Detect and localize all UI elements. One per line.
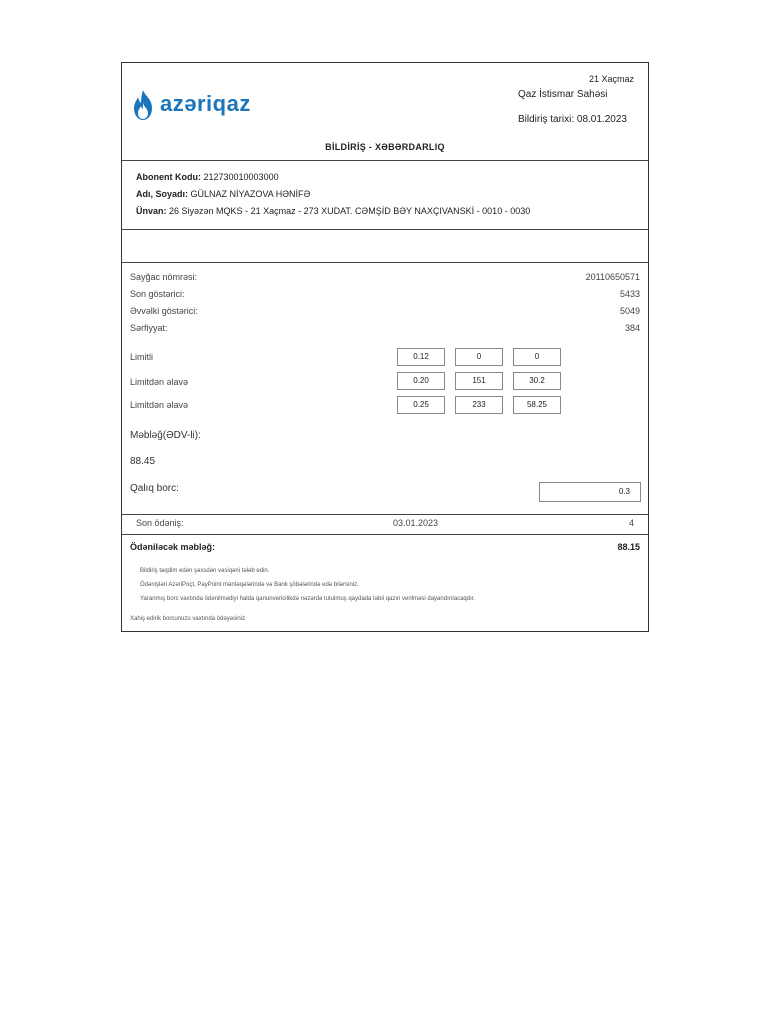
tariff-rate: 0.12 bbox=[397, 348, 445, 366]
divider bbox=[122, 160, 648, 161]
tariff-quantity: 151 bbox=[455, 372, 503, 390]
last-reading-label: Son göstərici: bbox=[130, 289, 185, 299]
tariff-amount: 58.25 bbox=[513, 396, 561, 414]
tariff-amount: 0 bbox=[513, 348, 561, 366]
divider bbox=[122, 262, 648, 263]
flame-icon bbox=[130, 89, 156, 121]
remaining-debt-value: 0.3 bbox=[539, 482, 641, 502]
previous-reading-label: Əvvəlki göstərici: bbox=[130, 306, 198, 316]
tariff-quantity: 233 bbox=[455, 396, 503, 414]
tariff-amount: 30.2 bbox=[513, 372, 561, 390]
region-text: 21 Xaçmaz bbox=[588, 74, 634, 84]
consumption-label: Sərfiyyat: bbox=[130, 323, 168, 333]
notice-date: Bildiriş tarixi: 08.01.2023 bbox=[518, 114, 627, 125]
last-payment-date: 03.01.2023 bbox=[393, 518, 439, 528]
notice-document bbox=[121, 62, 649, 632]
last-payment-value: 4 bbox=[628, 518, 634, 528]
subscriber-address: Ünvan: 26 Siyəzən MQKS - 21 Xaçmaz - 273 XUDAT. CƏMŞİD BƏY NAXÇIVANSKİ - 0010 - 0030 bbox=[136, 206, 531, 216]
tariff-label: Limitdən əlavə bbox=[130, 400, 189, 410]
meter-number-value: 20110650571 bbox=[585, 272, 640, 282]
remaining-debt-label: Qalıq borc: bbox=[130, 483, 179, 494]
payable-label: Ödəniləcək məbləğ: bbox=[130, 542, 216, 552]
page-title: BİLDİRİŞ - XƏBƏRDARLIQ bbox=[325, 142, 445, 152]
tariff-rate: 0.25 bbox=[397, 396, 445, 414]
subscriber-code: Abonent Kodu: 212730010003000 bbox=[136, 172, 279, 182]
note-line: Yaranmış borc vaxtında ödənilmədiyi halda qanunvericilikdə nəzərdə tutulmuş qaydada təbii qazın verilməsi dayandırılacaqdır. bbox=[140, 596, 476, 602]
meter-number-label: Sayğac nömrəsi: bbox=[130, 272, 198, 282]
footer-note: Xahiş edirik borcunuzu vaxtında ödəyəsiniz bbox=[130, 616, 246, 622]
payable-value: 88.15 bbox=[617, 542, 640, 552]
consumption-value: 384 bbox=[624, 323, 640, 333]
note-line: Ödənişləri AzəriPoçt, PayPoint məntəqələrində və Bank şöbələrində edə bilərsiniz. bbox=[140, 582, 359, 588]
department-text: Qaz İstismar Sahəsi bbox=[518, 89, 608, 100]
last-payment-label: Son ödəniş: bbox=[136, 518, 184, 528]
previous-reading-value: 5049 bbox=[619, 306, 640, 316]
tariff-label: Limitli bbox=[130, 352, 154, 362]
tariff-quantity: 0 bbox=[455, 348, 503, 366]
note-line: Bildiriş təqdim edən şəxsdən vəsiqəni tələb edin. bbox=[140, 568, 270, 574]
brand-name: azəriqaz bbox=[160, 91, 251, 116]
tariff-rate: 0.20 bbox=[397, 372, 445, 390]
divider bbox=[122, 229, 648, 230]
brand-logo bbox=[130, 89, 280, 121]
divider bbox=[122, 534, 648, 535]
subscriber-name: Adı, Soyadı: GÜLNAZ NİYAZOVA HƏNİFƏ bbox=[136, 189, 311, 199]
divider bbox=[122, 514, 648, 515]
amount-value: 88.45 bbox=[130, 456, 156, 467]
amount-label: Məbləğ(ƏDV-li): bbox=[130, 430, 201, 441]
last-reading-value: 5433 bbox=[619, 289, 640, 299]
tariff-label: Limitdən əlavə bbox=[130, 377, 189, 387]
